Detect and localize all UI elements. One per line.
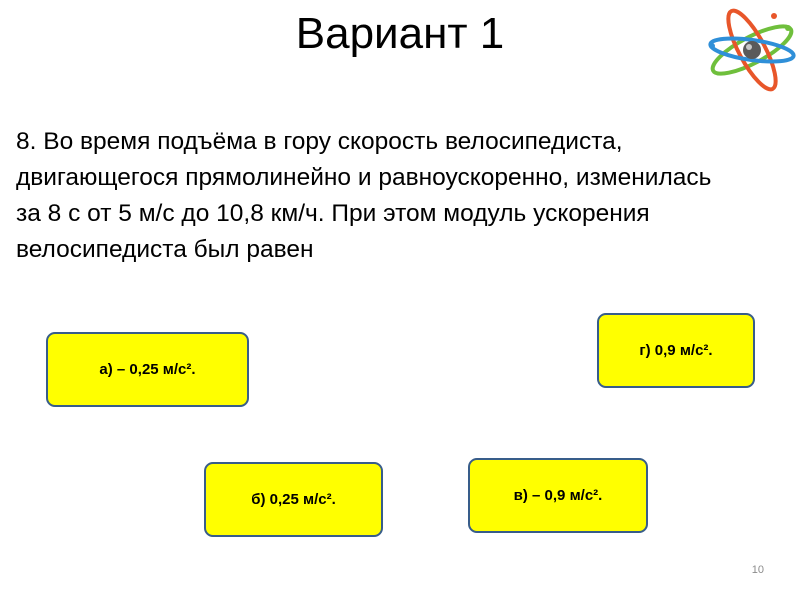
electron-red [771,13,777,19]
answer-b-label: б) 0,25 м/с². [251,491,336,508]
electron-green [785,25,791,31]
page-number: 10 [751,564,764,576]
answer-a-label: а) – 0,25 м/с². [99,361,196,378]
answer-g-label: г) 0,9 м/с². [639,342,713,359]
answer-a-button[interactable] [46,332,249,407]
slide-title: Вариант 1 [295,9,505,58]
nucleus-highlight [746,44,752,50]
answer-v-button[interactable] [468,458,648,533]
answer-g-button[interactable] [597,313,755,388]
nucleus [743,41,761,59]
answer-b-button[interactable] [204,462,383,537]
question-text: 8. Во время подъёма в гору скорость велосипедиста, двигающегося прямолинейно и равноускоренно, изменилась за 8 с от 5 м/с до 10,8 км/ч. При этом модуль ускорения велосипедиста был равен [16,128,712,263]
atom-icon [700,2,800,102]
answer-v-label: в) – 0,9 м/с². [513,487,603,504]
electron-blue [709,43,715,49]
